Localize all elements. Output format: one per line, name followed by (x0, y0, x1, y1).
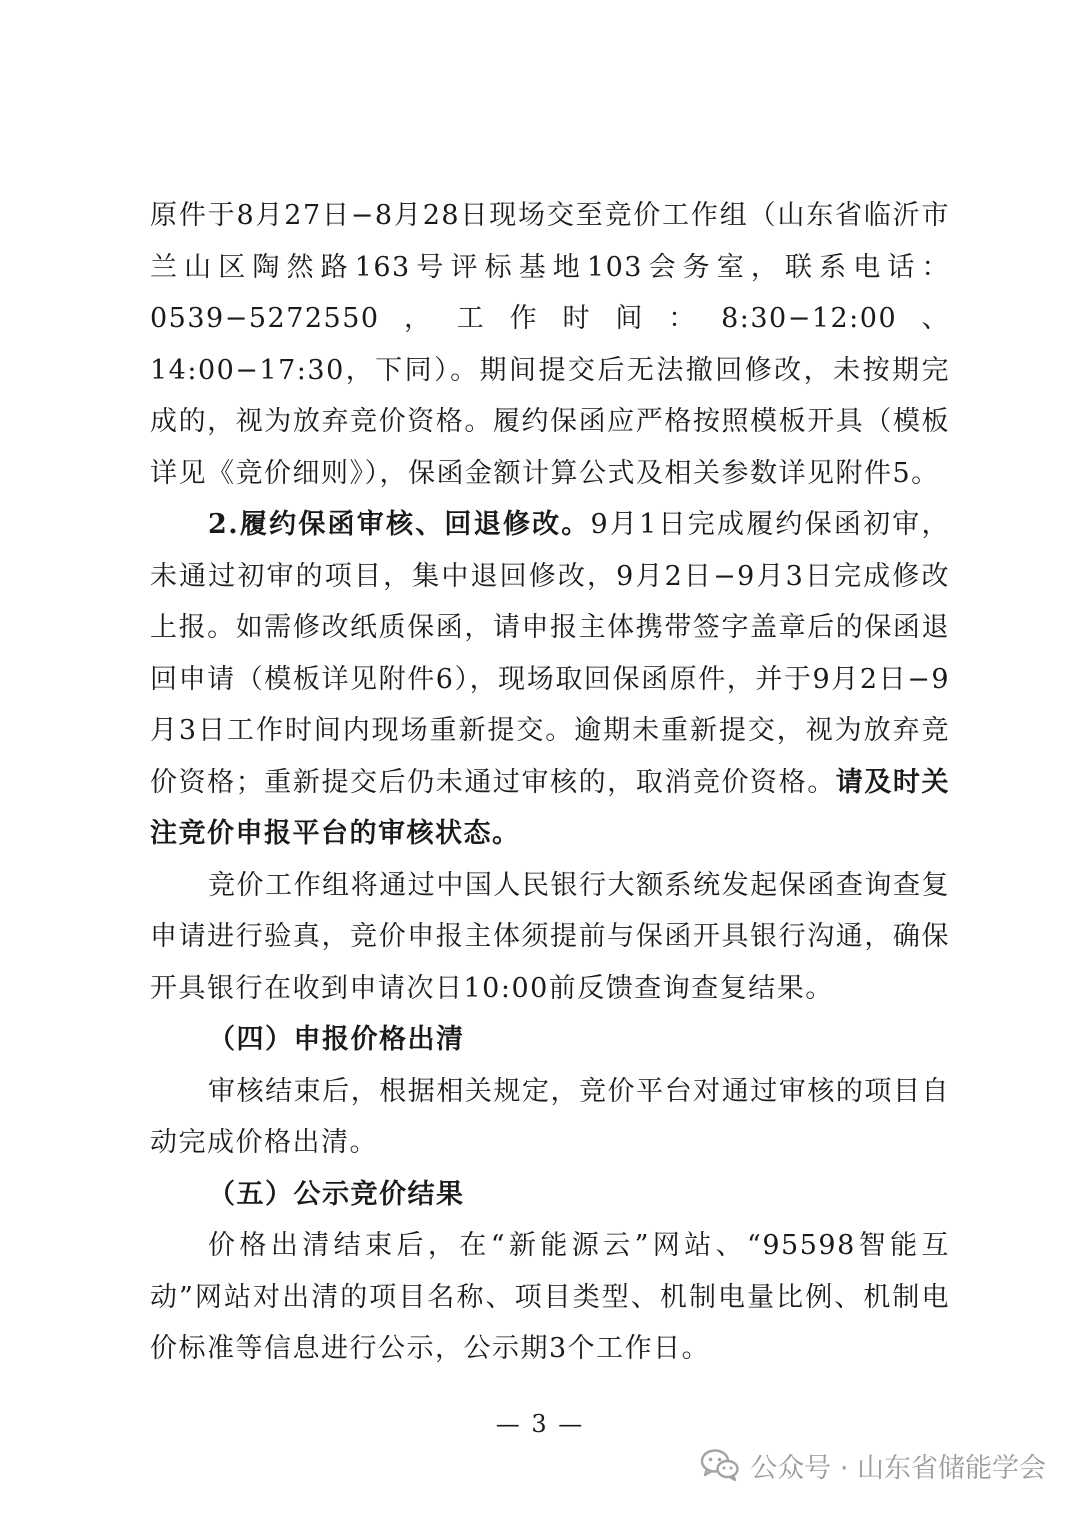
paragraph-text: 9月1日完成履约保函初审，未通过初审的项目，集中退回修改，9月2日−9月3日完成修改上报。如需修改纸质保函，请申报主体携带签字盖章后的保函退回申请（模板详见附件6），现场取回保函原件，并于9月2日−9月3日工作时间内现场重新提交。逾期未重新提交，视为放弃竞价资格；重新提交后仍未通过审核的，取消竞价资格。 (150, 509, 951, 798)
paragraph-text: 原件于8月27日−8月28日现场交至竞价工作组（山东省临沂市兰山区陶然路163号评标基地103会务室，联系电话：0539−5272550，工作时间：8:30−12:00、14:00−17:30，下同）。期间提交后无法撤回修改，未按期完成的，视为放弃竞价资格。履约保函应严格按照模板开具（模板详见《竞价细则》），保函金额计算公式及相关参数详见附件5。 (150, 200, 950, 489)
paragraph-verification (150, 860, 950, 1015)
wechat-icon (700, 1448, 740, 1482)
paragraph-text: 竞价工作组将通过中国人民银行大额系统发起保函查询查复申请进行验真，竞价申报主体须提前与保函开具银行沟通，确保开具银行在收到申请次日10:00前反馈查询查复结果。 (150, 869, 950, 1004)
watermark (700, 1440, 1046, 1490)
watermark-text: 公众号 · 山东省储能学会 (750, 1452, 1046, 1484)
document-body (150, 190, 950, 1375)
paragraph-publish-results: 价格出清结束后，在“新能源云”网站、“95598智能互动”网站对出清的项目名称、项目类型、机制电量比例、机制电价标准等信息进行公示，公示期3个工作日。 (150, 1230, 950, 1364)
paragraph-guarantee-submission (150, 190, 950, 499)
paragraph-emphasis: 请及时关注竞价申报平台的审核状态。 (150, 766, 951, 849)
paragraph-price-clearing: 审核结束后，根据相关规定，竞价平台对通过审核的项目自动完成价格出清。 (150, 1075, 950, 1158)
item-heading-review: 2.履约保函审核、回退修改。 (208, 509, 591, 540)
section-heading-publish-results: （五）公示竞价结果 (208, 1178, 465, 1210)
paragraph-guarantee-review (150, 499, 950, 860)
section-heading-price-clearing: （四）申报价格出清 (208, 1024, 465, 1055)
page-number: — 3 — (495, 1410, 585, 1438)
